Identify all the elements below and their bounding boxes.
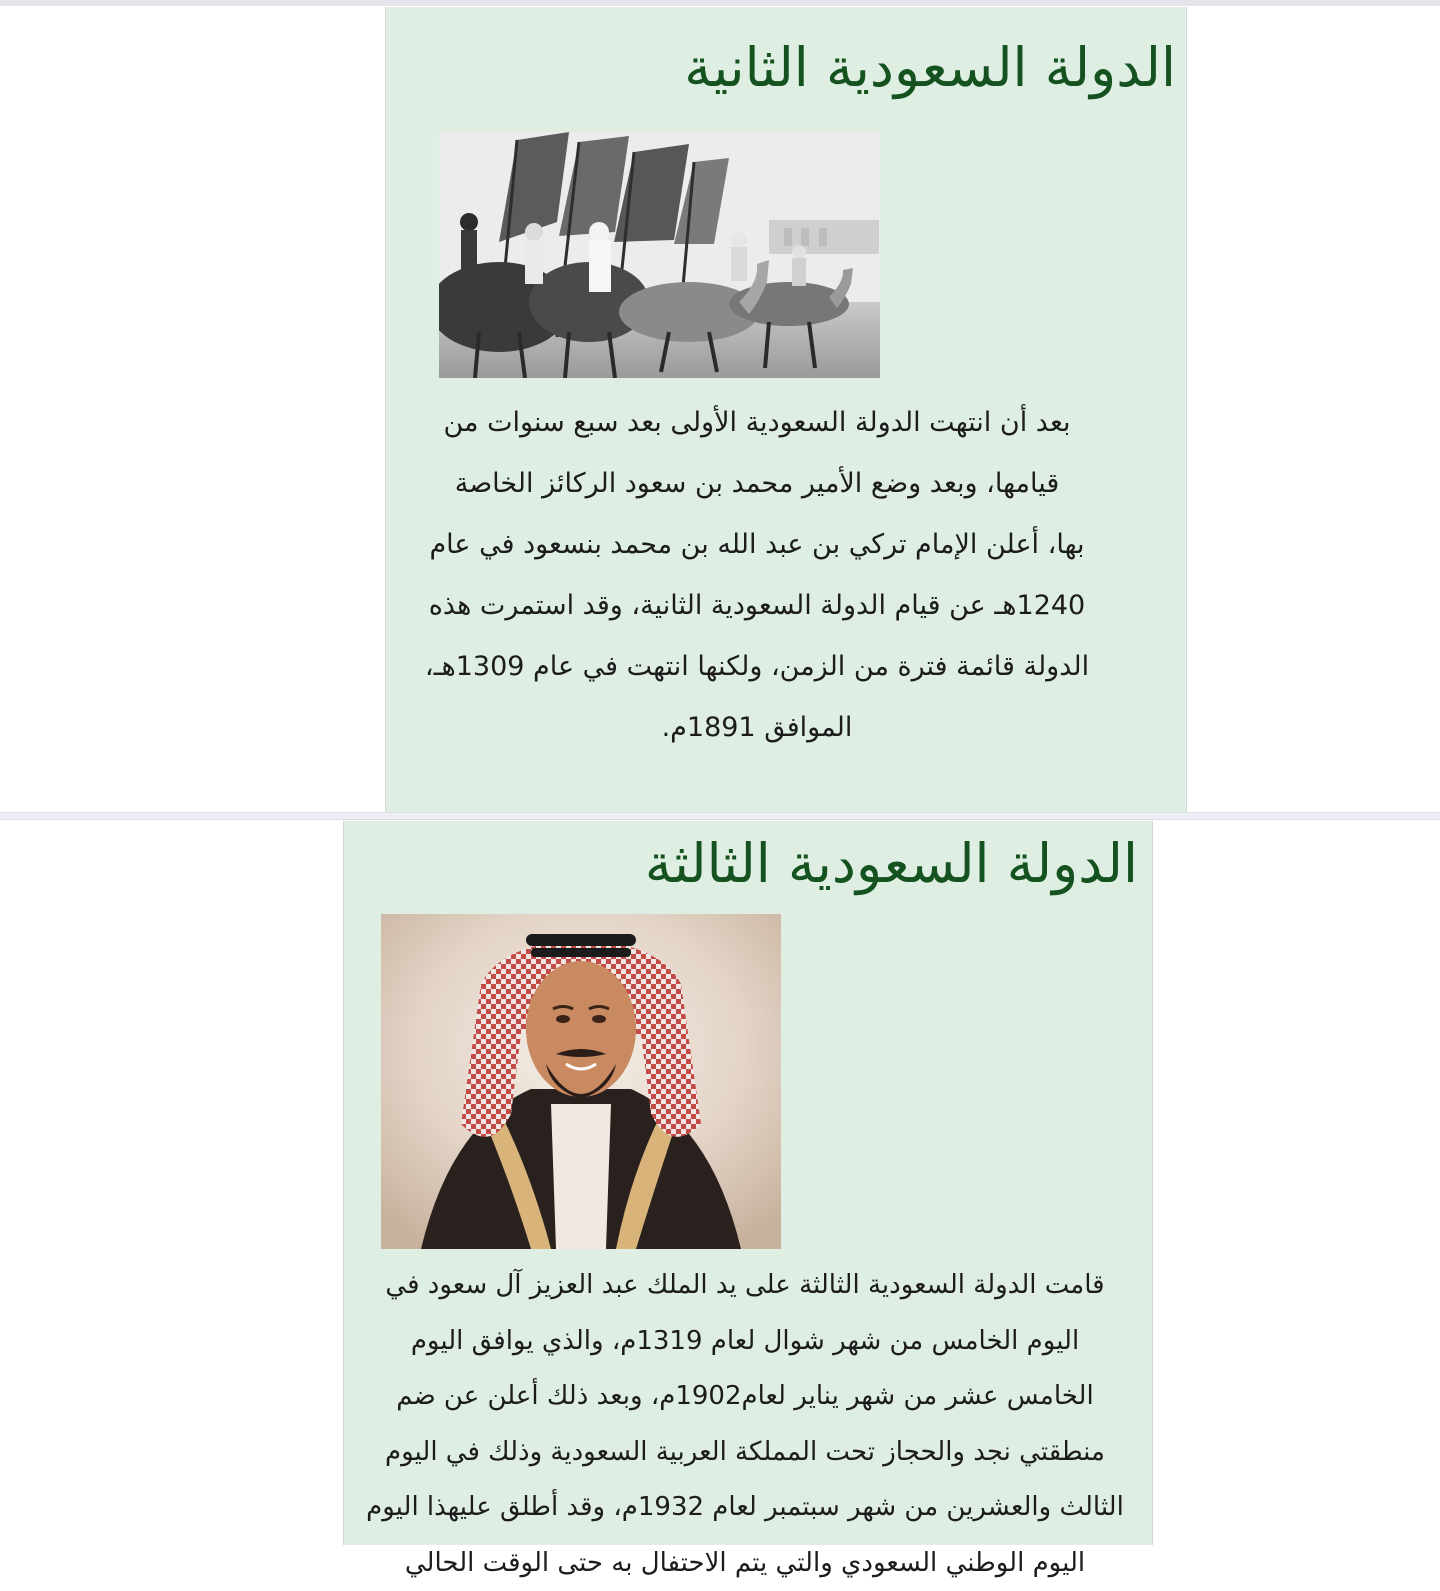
section-title: الدولة السعودية الثالثة: [645, 829, 1138, 899]
paragraph-line: اليوم الخامس من شهر شوال لعام 1319م، والذي يوافق اليوم: [350, 1314, 1140, 1370]
king-portrait-painting: [381, 914, 781, 1249]
paragraph-line: بعد أن انتهت الدولة السعودية الأولى بعد سبع سنوات من: [390, 392, 1124, 453]
camel-riders-flags-photo: [439, 132, 880, 378]
paragraph-line: 1240هـ عن قيام الدولة السعودية الثانية، وقد استمرت هذه: [390, 575, 1124, 636]
paragraph-line: بها، أعلن الإمام تركي بن عبد الله بن محمد بنسعود في عام: [390, 514, 1124, 575]
section-paragraph: [350, 1258, 1140, 1591]
section-second-saudi-state: [385, 7, 1187, 812]
paragraph-line: قامت الدولة السعودية الثالثة على يد الملك عبد العزيز آل سعود في: [350, 1258, 1140, 1314]
section-paragraph: [390, 392, 1124, 758]
paragraph-line: الدولة قائمة فترة من الزمن، ولكنها انتهت في عام 1309هـ،: [390, 636, 1124, 697]
top-divider: [0, 0, 1440, 6]
paragraph-line: منطقتي نجد والحجاز تحت المملكة العربية السعودية وذلك في اليوم: [350, 1425, 1140, 1481]
section-third-saudi-state: [343, 821, 1153, 1545]
section-divider: [0, 812, 1440, 820]
paragraph-line: الثالث والعشرين من شهر سبتمبر لعام 1932م، وقد أطلق عليهذا اليوم: [350, 1480, 1140, 1536]
paragraph-line: قيامها، وبعد وضع الأمير محمد بن سعود الركائز الخاصة: [390, 453, 1124, 514]
paragraph-line: الخامس عشر من شهر يناير لعام1902م، وبعد ذلك أعلن عن ضم: [350, 1369, 1140, 1425]
paragraph-line: الموافق 1891م.: [390, 697, 1124, 758]
section-title: الدولة السعودية الثانية: [684, 33, 1176, 103]
paragraph-line: اليوم الوطني السعودي والتي يتم الاحتفال به حتى الوقت الحالي: [350, 1536, 1140, 1591]
